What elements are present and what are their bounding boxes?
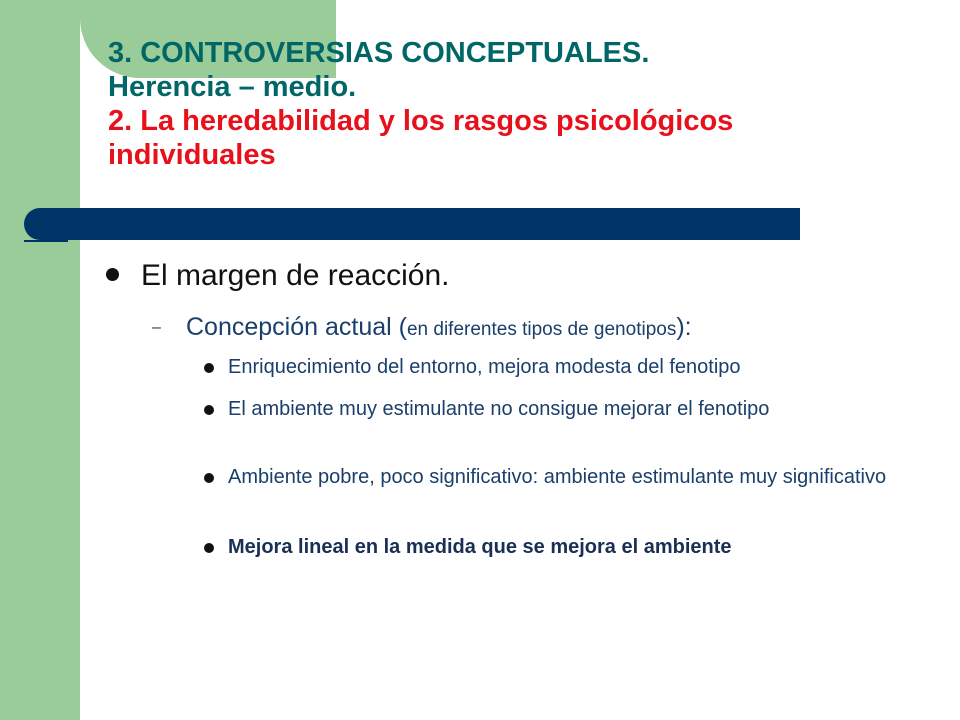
bullet-text-end: ): [676,313,692,341]
bullet-text: Enriquecimiento del entorno, mejora modesta del fenotipo [228,356,741,378]
bullet-level-2 [152,310,692,348]
bullet-dot-icon [204,405,214,415]
bullet-dot-icon [204,543,214,553]
title-line-1: 3. CONTROVERSIAS CONCEPTUALES. [108,37,650,69]
bullet-text-small: en diferentes tipos de genotipos [406,319,677,340]
bullet-level-1 [106,256,450,296]
subtitle-line-2: individuales [108,139,276,171]
title-line-2: Herencia – medio. [108,71,357,103]
bullet-dot-icon [204,363,214,373]
bullet-text: Mejora lineal en la medida que se mejora el ambiente [228,536,732,558]
dash-bullet-icon: – [152,319,161,336]
bullet-dot-icon [106,268,119,281]
bullet-text: Ambiente pobre, poco significativo: ambiente estimulante muy significativo [228,466,887,488]
bullet-text-main: Concepción actual ( [186,313,407,341]
bullet-level-3-emphasis [204,534,924,561]
bullet-text: El margen de reacción. [141,259,450,292]
bullet-dot-icon [204,473,214,483]
subtitle-line-1: 2. La heredabilidad y los rasgos psicológicos [108,105,734,137]
bullet-level-3 [204,464,924,491]
bullet-level-3 [204,354,924,381]
bullet-text: El ambiente muy estimulante no consigue mejorar el fenotipo [228,398,770,420]
bullet-level-3 [204,396,924,423]
